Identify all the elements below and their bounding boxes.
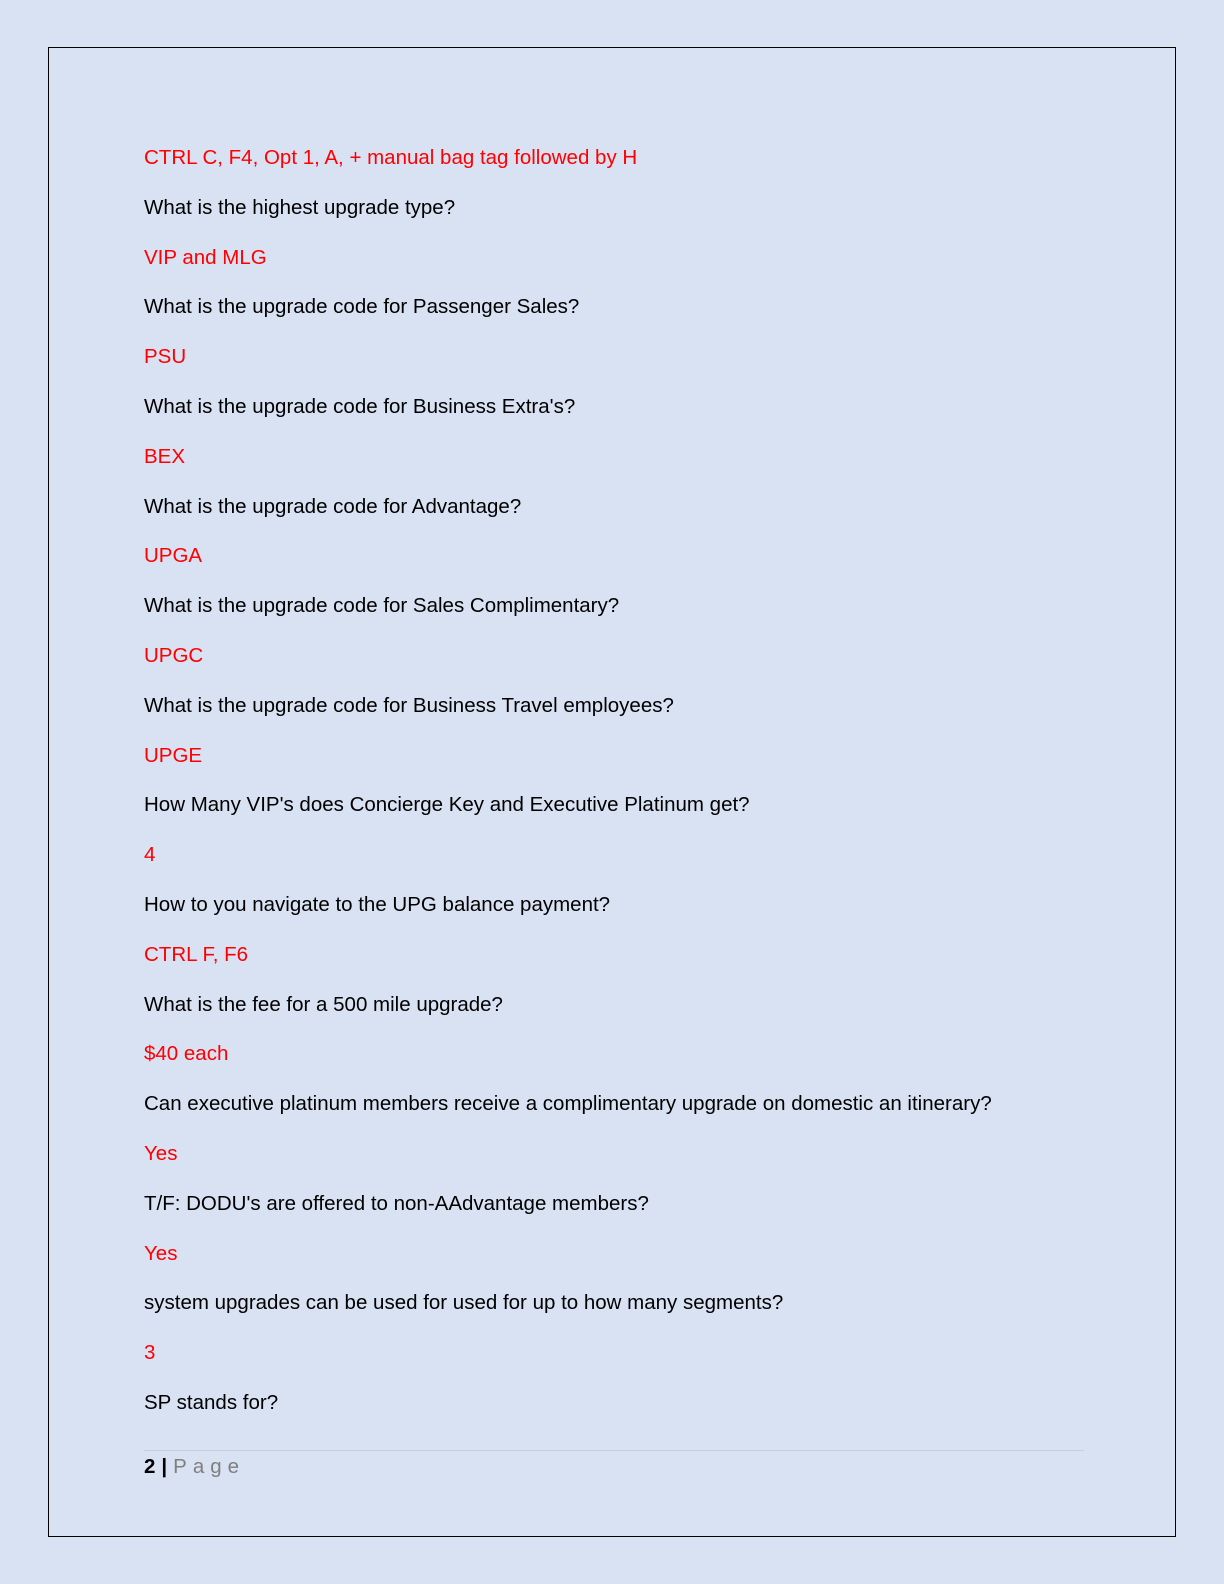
page-footer	[144, 1452, 245, 1482]
answer-line: 3	[144, 1341, 156, 1365]
document-body	[144, 140, 1084, 1435]
answer-line: CTRL C, F4, Opt 1, A, + manual bag tag followed by H	[144, 146, 638, 169]
answer-line: CTRL F, F6	[144, 942, 249, 966]
answer-line: UPGE	[144, 743, 203, 767]
question-line: system upgrades can be used for used for up to how many segments?	[144, 1291, 784, 1315]
answer-line: VIP and MLG	[144, 245, 267, 269]
question-line: What is the upgrade code for Advantage?	[144, 494, 522, 518]
page-label: Page	[173, 1455, 246, 1478]
question-line: Can executive platinum members receive a complimentary upgrade on domestic an itinerary?	[144, 1092, 992, 1116]
answer-line: 4	[144, 843, 156, 867]
question-line: SP stands for?	[144, 1390, 279, 1414]
answer-line: BEX	[144, 444, 186, 468]
answer-line: UPGA	[144, 544, 203, 568]
answer-line: Yes	[144, 1241, 178, 1265]
answer-line: Yes	[144, 1141, 178, 1165]
footer-divider	[144, 1450, 1084, 1451]
question-line: How Many VIP's does Concierge Key and Executive Platinum get?	[144, 793, 750, 817]
question-line: What is the upgrade code for Business Extra's?	[144, 394, 576, 418]
answer-line: UPGC	[144, 643, 204, 667]
question-line: T/F: DODU's are offered to non-AAdvantage members?	[144, 1191, 649, 1215]
question-line: What is the upgrade code for Sales Complimentary?	[144, 594, 620, 618]
question-line: What is the highest upgrade type?	[144, 195, 456, 219]
answer-line: PSU	[144, 345, 187, 369]
question-line: What is the fee for a 500 mile upgrade?	[144, 992, 503, 1016]
page-number: 2	[144, 1455, 156, 1478]
question-line: What is the upgrade code for Business Travel employees?	[144, 693, 674, 717]
question-line: What is the upgrade code for Passenger Sales?	[144, 295, 580, 319]
question-line: How to you navigate to the UPG balance payment?	[144, 892, 611, 916]
footer-separator: |	[161, 1455, 168, 1478]
answer-line: $40 each	[144, 1042, 229, 1066]
